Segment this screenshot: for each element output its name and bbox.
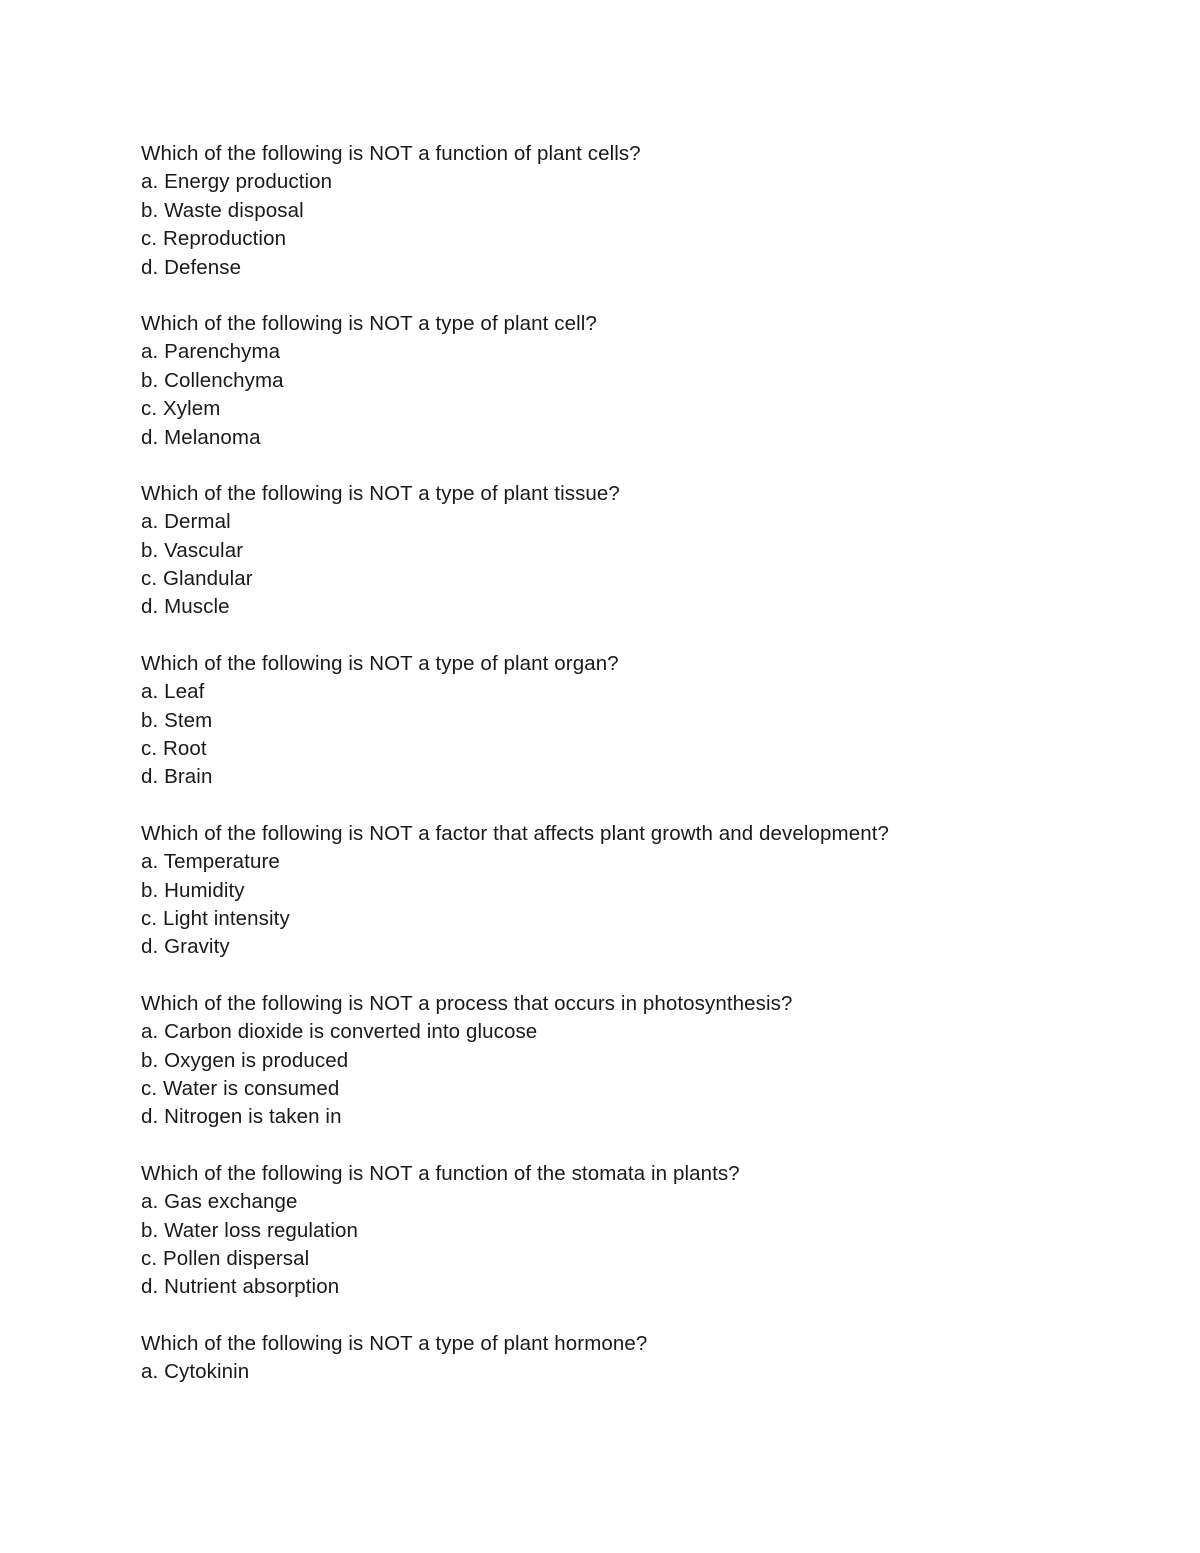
answer-option: b. Water loss regulation	[141, 1218, 358, 1242]
question-block	[141, 990, 1141, 1132]
question-block	[141, 820, 1141, 962]
question-prompt: Which of the following is NOT a type of plant tissue?	[141, 481, 620, 505]
answer-option: d. Muscle	[141, 595, 230, 619]
question-block	[141, 650, 1141, 792]
answer-option: c. Reproduction	[141, 227, 287, 251]
answer-option: b. Humidity	[141, 878, 245, 902]
question-block	[141, 1330, 1141, 1387]
question-prompt: Which of the following is NOT a type of plant cell?	[141, 311, 597, 335]
answer-option: b. Vascular	[141, 538, 244, 562]
answer-option: a. Cytokinin	[141, 1360, 250, 1384]
answer-option: c. Light intensity	[141, 906, 290, 930]
answer-option: d. Defense	[141, 255, 242, 279]
question-prompt: Which of the following is NOT a factor that affects plant growth and development?	[141, 821, 890, 845]
answer-option: d. Gravity	[141, 935, 230, 959]
answer-option: a. Leaf	[141, 680, 205, 704]
answer-option: d. Nitrogen is taken in	[141, 1105, 342, 1129]
answer-option: b. Stem	[141, 708, 213, 732]
answer-option: d. Nutrient absorption	[141, 1275, 340, 1299]
answer-option: a. Gas exchange	[141, 1190, 298, 1214]
question-block	[141, 480, 1141, 622]
answer-option: a. Parenchyma	[141, 340, 281, 364]
answer-option: d. Brain	[141, 765, 213, 789]
answer-option: b. Waste disposal	[141, 198, 304, 222]
answer-option: a. Carbon dioxide is converted into glucose	[141, 1020, 538, 1044]
answer-option: a. Dermal	[141, 510, 231, 534]
document-page	[141, 140, 1141, 1414]
answer-option: c. Xylem	[141, 397, 221, 421]
question-block	[141, 140, 1141, 282]
answer-option: b. Oxygen is produced	[141, 1048, 349, 1072]
question-block	[141, 1160, 1141, 1302]
answer-option: a. Temperature	[141, 850, 280, 874]
question-prompt: Which of the following is NOT a type of plant organ?	[141, 651, 619, 675]
question-block	[141, 310, 1141, 452]
answer-option: d. Melanoma	[141, 425, 261, 449]
answer-option: a. Energy production	[141, 170, 333, 194]
answer-option: b. Collenchyma	[141, 368, 284, 392]
question-prompt: Which of the following is NOT a function of the stomata in plants?	[141, 1161, 740, 1185]
question-prompt: Which of the following is NOT a function of plant cells?	[141, 142, 641, 165]
answer-option: c. Glandular	[141, 567, 253, 591]
question-prompt: Which of the following is NOT a process that occurs in photosynthesis?	[141, 991, 793, 1015]
answer-option: c. Water is consumed	[141, 1076, 340, 1100]
question-prompt: Which of the following is NOT a type of plant hormone?	[141, 1331, 648, 1355]
answer-option: c. Root	[141, 737, 207, 761]
answer-option: c. Pollen dispersal	[141, 1246, 310, 1270]
